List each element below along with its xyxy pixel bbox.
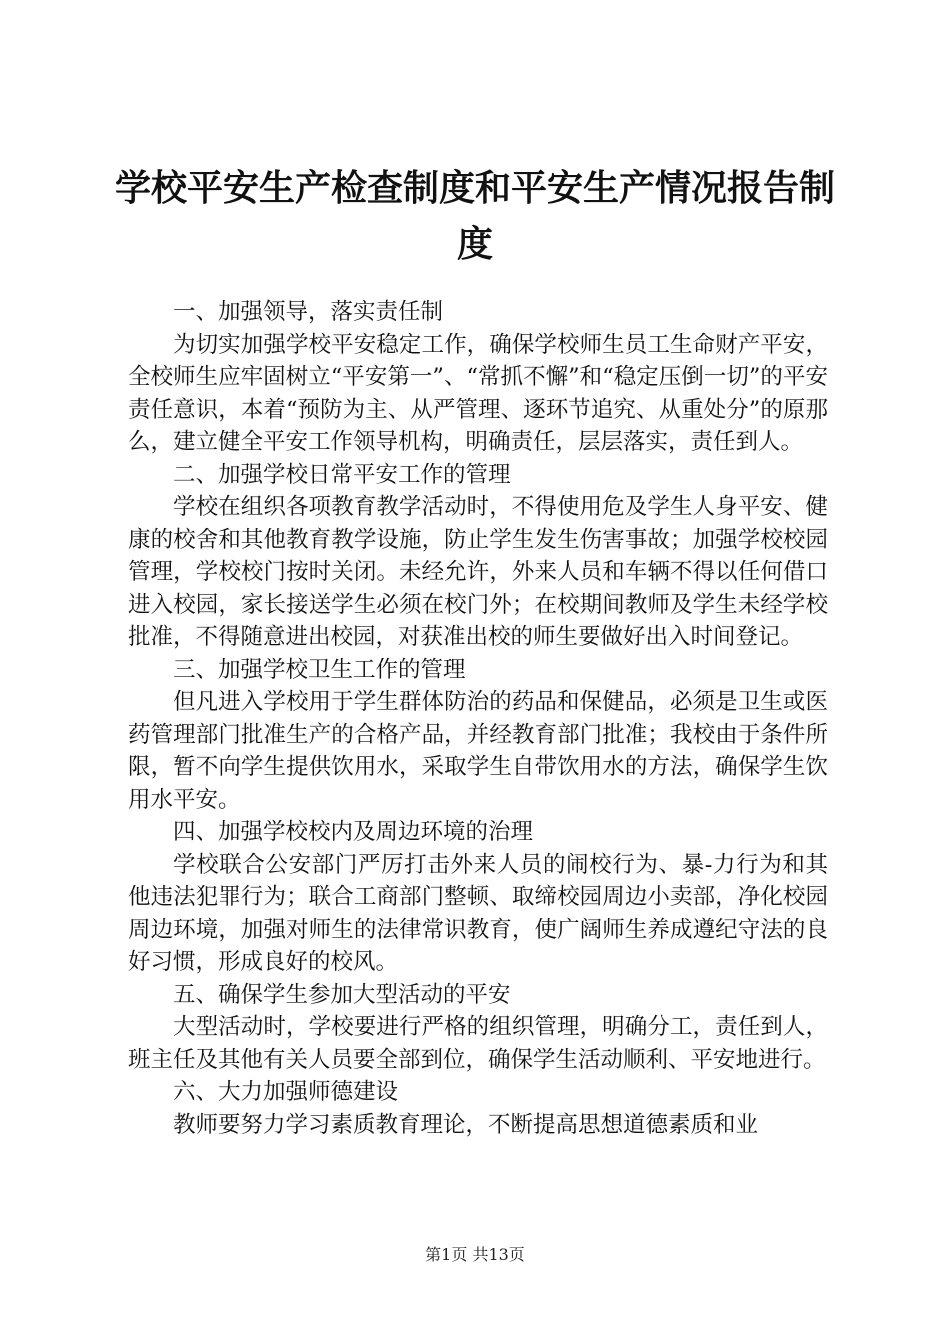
body-paragraph: 学校联合公安部门严厉打击外来人员的闹校行为、暴-力行为和其他违法犯罪行为；联合工商部门整顿、取缔校园周边小卖部，净化校园周边环境，加强对师生的法律常识教育，使广阔师生养成遵纪守法的良好习惯，形成良好的校风。 [128, 851, 828, 975]
section-heading: 三、加强学校卫生工作的管理 [173, 656, 466, 683]
document-title: 学校平安生产检查制度和平安生产情况报告制度 [114, 167, 835, 265]
document-body [128, 296, 828, 1141]
body-paragraph: 大型活动时，学校要进行严格的组织管理，明确分工，责任到人，班主任及其他有关人员要全部到位，确保学生活动顺利、平安地进行。 [128, 1014, 828, 1073]
body-paragraph: 教师要努力学习素质教育理论，不断提高思想道德素质和业 [173, 1111, 759, 1138]
section-heading: 四、加强学校校内及周边环境的治理 [173, 819, 534, 845]
page-footer: 第1页 共13页 [425, 1245, 525, 1264]
section-heading: 六、大力加强师德建设 [173, 1079, 399, 1105]
section-heading: 五、确保学生参加大型活动的平安 [173, 981, 511, 1008]
body-paragraph: 但凡进入学校用于学生群体防治的药品和保健品，必须是卫生或医药管理部门批准生产的合格产品，并经教育部门批准；我校由于条件所限，暂不向学生提供饮用水，采取学生自带饮用水的方法，确保学生饮用水平安。 [128, 689, 828, 813]
section-heading: 一、加强领导，落实责任制 [173, 299, 444, 325]
body-paragraph: 为切实加强学校平安稳定工作，确保学校师生员工生命财产平安，全校师生应牢固树立“平安第一”、“常抓不懈”和“稳定压倒一切”的平安责任意识，本着“预防为主、从严管理、逐环节追究、从重处分”的原那么，建立健全平安工作领导机构，明确责任，层层落实，责任到人。 [128, 331, 828, 455]
section-heading: 二、加强学校日常平安工作的管理 [173, 461, 511, 488]
body-paragraph: 学校在组织各项教育教学活动时，不得使用危及学生人身平安、健康的校舍和其他教育教学设施，防止学生发生伤害事故；加强学校校园管理，学校校门按时关闭。未经允许，外来人员和车辆不得以任何借口进入校园，家长接送学生必须在校门外；在校期间教师及学生未经学校批准，不得随意进出校园，对获准出校的师生要做好出入时间登记。 [128, 494, 828, 650]
